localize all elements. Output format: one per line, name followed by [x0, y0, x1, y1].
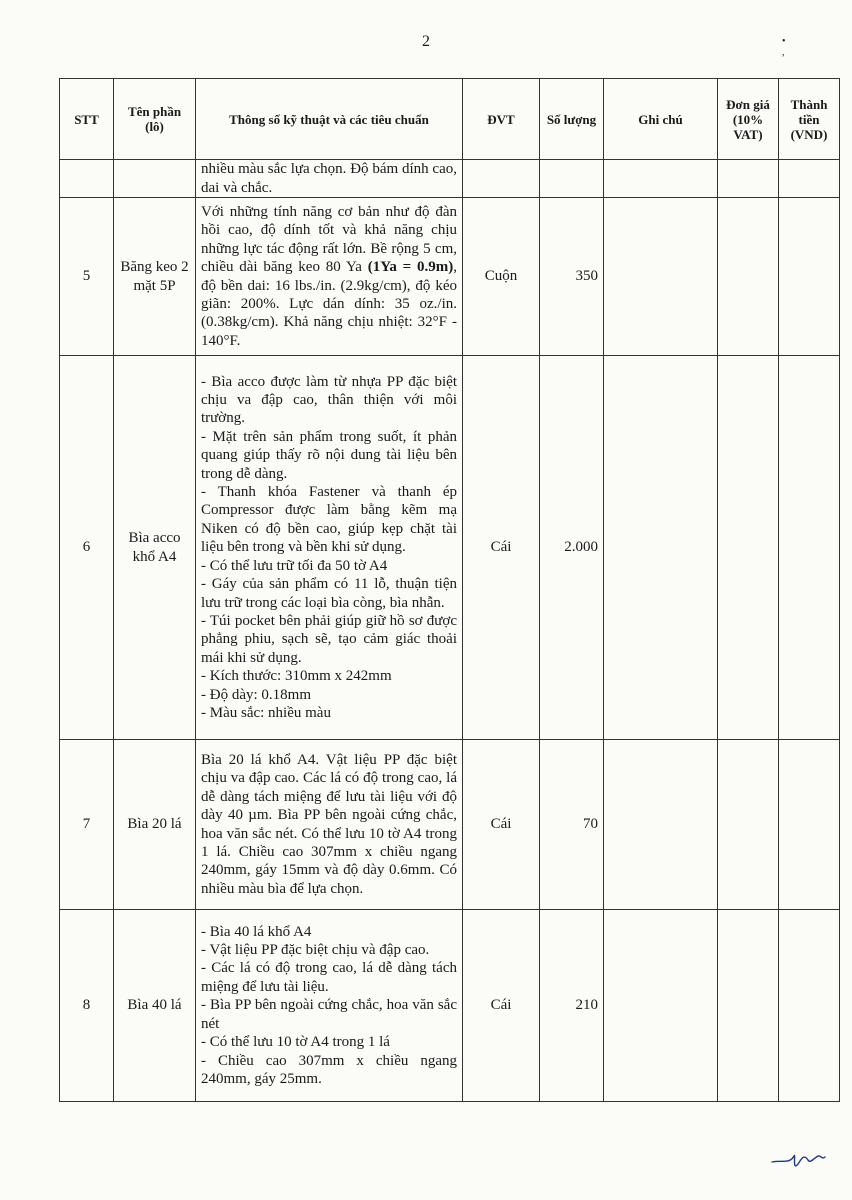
row-quantity: 70 — [540, 740, 604, 910]
table-row — [60, 910, 840, 1102]
header-stt: STT — [60, 79, 114, 160]
page-number: 2 — [422, 33, 430, 50]
row-unit-price — [718, 740, 779, 910]
row-note — [604, 356, 718, 740]
row-quantity: 350 — [540, 198, 604, 356]
header-name: Tên phần (lô) — [114, 79, 196, 160]
row-stt: 8 — [60, 910, 114, 1102]
row-unit-price — [718, 198, 779, 356]
row-unit: Cái — [463, 910, 540, 1102]
row-quantity: 2.000 — [540, 356, 604, 740]
row-stt: 7 — [60, 740, 114, 910]
row-unit: Cái — [463, 740, 540, 910]
table-row — [60, 356, 840, 740]
header-quantity: Số lượng — [540, 79, 604, 160]
row-quantity: 210 — [540, 910, 604, 1102]
header-unit-price: Đơn giá (10% VAT) — [718, 79, 779, 160]
row-spec: - Bìa acco được làm từ nhựa PP đặc biệt chịu va đập cao, thân thiện với môi trường. - Mặt trên sản phẩm trong suốt, ít phản quang giúp thấy rõ nội dung tài liệu bên trong dễ dàng. - Thanh khóa Fastener và thanh ép Compressor được làm bằng kẽm mạ Niken có độ bền cao, giúp kẹp chặt tài liệu bên trong và bền khi sử dụng. - Có thể lưu trữ tối đa 50 tờ A4 - Gáy của sản phẩm có 11 lỗ, thuận tiện lưu trữ trong các loại bìa còng, bìa nhẫn. - Túi pocket bên phải giúp giữ hồ sơ được phẳng phiu, sạch sẽ, tạo cảm giác thoải mái khi sử dụng. - Kích thước: 310mm x 242mm - Độ dày: 0.18mm - Màu sắc: nhiều màu — [196, 356, 463, 740]
table-header-row — [60, 79, 840, 160]
continuation-spec: nhiều màu sắc lựa chọn. Độ bám dính cao, dai và chắc. — [196, 160, 463, 198]
row-spec: Bìa 20 lá khổ A4. Vật liệu PP đặc biệt chịu va đập cao. Các lá có độ trong cao, lá dễ dàng tách miệng để lưu tài liệu với độ dày 40 µm. Bìa PP bên ngoài cứng chắc, hoa văn sắc nét. Có thể lưu 10 tờ A4 trong 1 lá. Chiều cao 307mm x chiều ngang 240mm, gáy 15mm và độ dày 0.6mm. Có nhiều màu bìa để lựa chọn. — [196, 740, 463, 910]
row-spec: Với những tính năng cơ bản như độ đàn hồi cao, độ dính tốt và khả năng chịu những lực tác động rất lớn. Bề rộng 5 cm, chiều dài băng keo 80 Ya (1Ya = 0.9m), độ bền dai: 16 lbs./in. (2.9kg/cm), độ kéo giãn: 200%. Lực dán dính: 35 oz./in. (0.38kg/cm). Khả năng chịu nhiệt: 32°F - 140°F. — [196, 198, 463, 356]
table-row — [60, 740, 840, 910]
row-note — [604, 198, 718, 356]
row-note — [604, 740, 718, 910]
header-total: Thành tiền (VND) — [779, 79, 840, 160]
row-unit-price — [718, 910, 779, 1102]
row-name: Bìa 20 lá — [114, 740, 196, 910]
row-name: Bìa 40 lá — [114, 910, 196, 1102]
row-note — [604, 910, 718, 1102]
row-total — [779, 356, 840, 740]
signature-mark — [768, 1138, 828, 1178]
row-total — [779, 198, 840, 356]
corner-marks: • , — [782, 36, 816, 58]
row-unit-price — [718, 356, 779, 740]
row-unit: Cái — [463, 356, 540, 740]
row-total — [779, 910, 840, 1102]
row-unit: Cuộn — [463, 198, 540, 356]
row-stt: 6 — [60, 356, 114, 740]
header-note: Ghi chú — [604, 79, 718, 160]
row-stt: 5 — [60, 198, 114, 356]
row-spec: - Bìa 40 lá khổ A4 - Vật liệu PP đặc biệt chịu và đập cao. - Các lá có độ trong cao, lá dễ dàng tách miệng để lưu tài liệu. - Bìa PP bên ngoài cứng chắc, hoa văn sắc nét - Có thể lưu 10 tờ A4 trong 1 lá - Chiều cao 307mm x chiều ngang 240mm, gáy 25mm. — [196, 910, 463, 1102]
row-name: Bìa acco khổ A4 — [114, 356, 196, 740]
table-row — [60, 160, 840, 198]
header-unit: ĐVT — [463, 79, 540, 160]
header-spec: Thông số kỹ thuật và các tiêu chuẩn — [196, 79, 463, 160]
row-name: Băng keo 2 mặt 5P — [114, 198, 196, 356]
specification-table — [59, 78, 840, 1102]
row-total — [779, 740, 840, 910]
table-row — [60, 198, 840, 356]
